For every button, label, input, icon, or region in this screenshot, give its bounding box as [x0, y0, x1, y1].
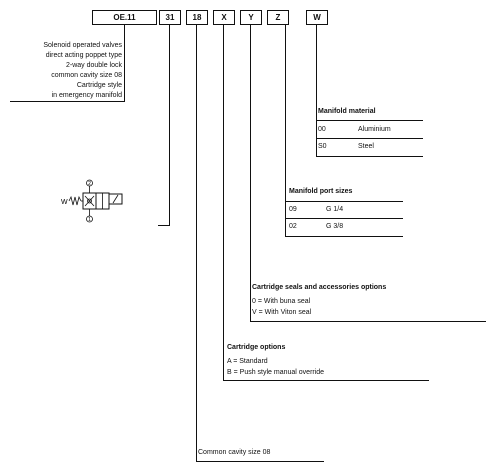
- port-size-code-02: 02: [289, 223, 297, 230]
- leader-w-vertical: [316, 25, 317, 156]
- description-line: Solenoid operated valves: [43, 42, 122, 49]
- leader-w-horizontal: [316, 156, 423, 157]
- description-line: common cavity size 08: [51, 72, 122, 79]
- port-size-label-g14: G 1/4: [326, 206, 344, 213]
- port-label-top: 2: [88, 181, 91, 187]
- valve-description: [10, 41, 122, 101]
- leader-31-horizontal: [158, 225, 170, 226]
- port-sizes-divider-2: [285, 218, 403, 219]
- code-box-x: X: [213, 10, 235, 25]
- leader-x-horizontal: [223, 380, 429, 381]
- port-sizes-divider-1: [285, 201, 403, 202]
- leader-oe11-horizontal: [10, 101, 125, 102]
- port-size-code-09: 09: [289, 206, 297, 213]
- leader-z-vertical: [285, 25, 286, 236]
- leader-oe11-vertical: [124, 25, 125, 101]
- cavity-label: Common cavity size 08: [198, 449, 271, 456]
- manifold-material-title: Manifold material: [318, 108, 376, 115]
- leader-31-vertical: [169, 25, 170, 225]
- cartridge-option-standard: A = Standard: [227, 358, 268, 365]
- seal-option-buna: 0 = With buna seal: [252, 298, 311, 305]
- check-seat-icon: [85, 196, 94, 206]
- leader-18-vertical: [196, 25, 197, 461]
- manifold-material-divider-2: [316, 138, 423, 139]
- port-sizes-title: Manifold port sizes: [289, 188, 353, 195]
- hydraulic-valve-symbol: [60, 176, 130, 226]
- description-line: 2-way double lock: [65, 62, 122, 69]
- code-box-w: W: [306, 10, 328, 25]
- description-line: in emergency manifold: [51, 92, 122, 99]
- seals-title: Cartridge seals and accessories options: [252, 284, 387, 291]
- leader-y-horizontal: [250, 321, 486, 322]
- leader-x-vertical: [223, 25, 224, 380]
- code-box-z: Z: [267, 10, 289, 25]
- code-box-y: Y: [240, 10, 262, 25]
- code-box-oe11: OE.11: [92, 10, 157, 25]
- description-line: direct acting poppet type: [45, 52, 122, 59]
- port-label-bottom: 1: [88, 217, 91, 223]
- symbol-spring-label: W: [61, 199, 68, 206]
- solenoid-diagonal: [113, 195, 118, 203]
- manifold-material-label-aluminium: Aluminium: [358, 126, 391, 133]
- spring-icon: [69, 197, 81, 205]
- manifold-material-divider-1: [316, 120, 423, 121]
- seal-option-viton: V = With Viton seal: [252, 309, 312, 316]
- manifold-material-label-steel: Steel: [358, 143, 374, 150]
- code-box-18: 18: [186, 10, 208, 25]
- port-size-label-g38: G 3/8: [326, 223, 344, 230]
- leader-y-vertical: [250, 25, 251, 321]
- description-line: Cartridge style: [76, 82, 122, 89]
- leader-z-horizontal: [285, 236, 403, 237]
- leader-18-horizontal: [196, 461, 324, 462]
- manifold-material-code-s0: S0: [318, 143, 327, 150]
- code-box-31: 31: [159, 10, 181, 25]
- cartridge-option-push: B = Push style manual override: [227, 369, 325, 376]
- manifold-material-code-00: 00: [318, 126, 326, 133]
- cartridge-options-title: Cartridge options: [227, 344, 286, 351]
